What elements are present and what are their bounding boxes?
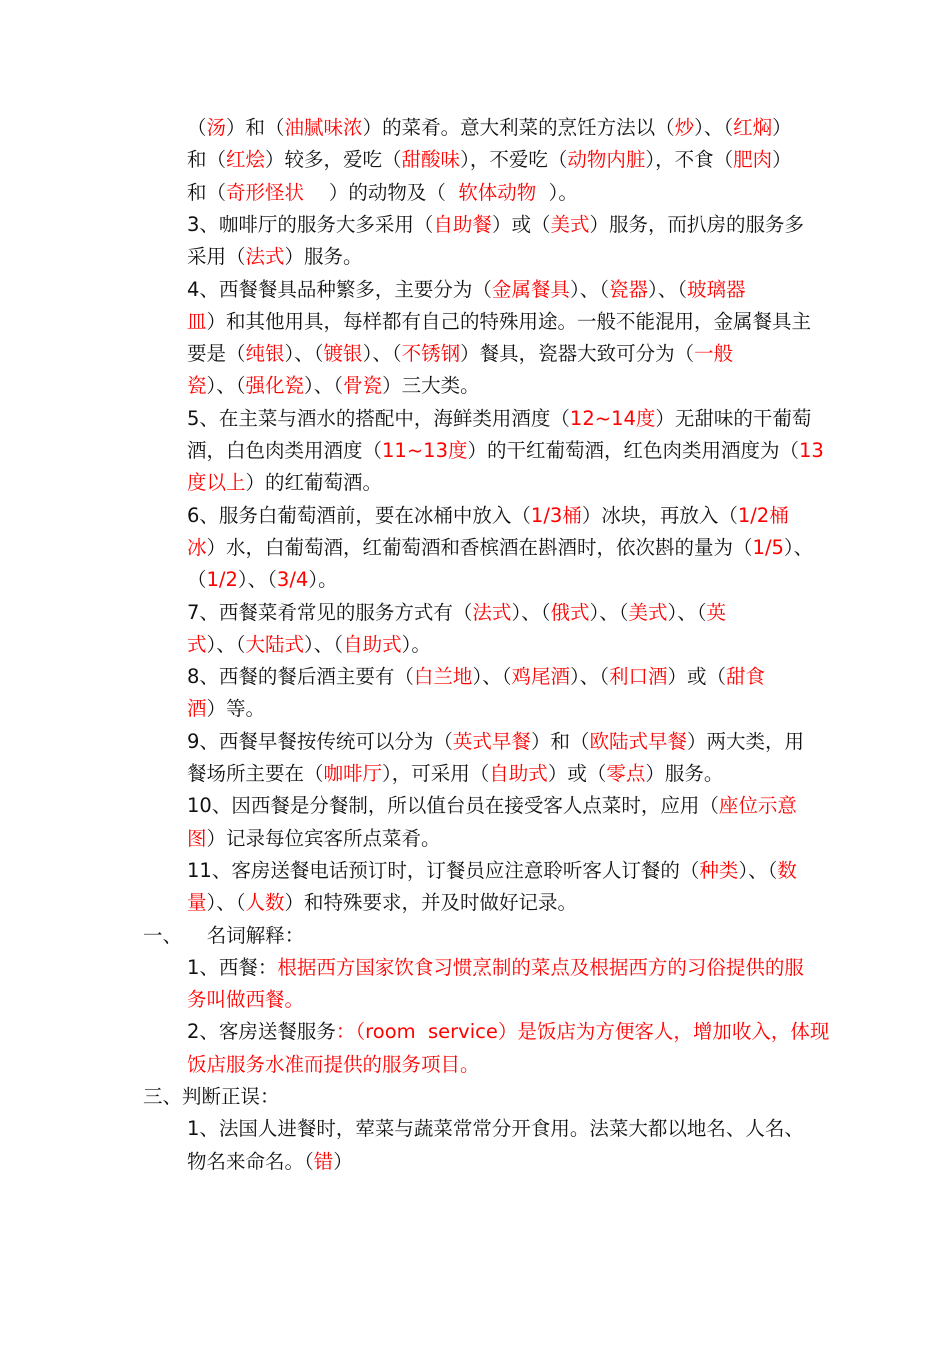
answer-text: 不锈钢 — [401, 342, 461, 366]
question-text: ）等。 — [206, 697, 266, 721]
question-text: ）、（ — [589, 600, 629, 624]
answer-text: 人数 — [245, 891, 285, 915]
answer-text: 量 — [187, 891, 207, 915]
question-text: ） — [333, 1149, 353, 1173]
question-text: 酒，白色肉类用酒度（ — [187, 439, 383, 462]
question-text: ）的动物及（ — [328, 180, 459, 204]
answer-text: 英式早餐 — [452, 729, 531, 753]
question-text: ）的菜肴。意大利菜的烹饪方法以（ — [362, 116, 675, 139]
question-text: ）、（ — [304, 374, 344, 398]
question-text: 7、西餐菜肴常见的服务方式有（ — [187, 600, 473, 624]
answer-text: 红烩 — [226, 148, 266, 172]
answer-text: 英 — [706, 600, 727, 624]
text-line — [187, 339, 733, 369]
question-text: ）、（ — [569, 665, 609, 689]
question-text: （ — [187, 568, 207, 592]
text-line — [187, 888, 577, 918]
answer-text: 美式 — [550, 212, 590, 236]
question-text: 和（ — [187, 148, 227, 172]
question-text: 3、咖啡厅的服务大多采用（ — [187, 212, 434, 236]
text-line — [187, 662, 765, 692]
answer-text: 奇形怪状 — [226, 180, 329, 204]
answer-text: ：（room service）是饭店为方便客人，增加收入，体现 — [335, 1020, 830, 1044]
answer-text: 肥肉 — [733, 148, 773, 172]
answer-text: 种类 — [699, 858, 739, 882]
text-line — [187, 242, 363, 272]
question-text: ）无甜味的干葡萄 — [655, 406, 812, 430]
question-text: ）、（ — [667, 600, 707, 624]
question-text: 1、西餐： — [187, 955, 278, 979]
text-line — [187, 598, 726, 628]
text-line — [187, 404, 811, 434]
text-line — [187, 436, 824, 466]
question-text: ）、（ — [284, 342, 324, 366]
answer-text: 软体动物 — [458, 180, 537, 204]
answer-text: 3/4 — [276, 568, 309, 592]
answer-text: 汤 — [206, 116, 227, 139]
answer-text: 自助式 — [489, 762, 548, 785]
question-text: ）或（ — [547, 762, 607, 785]
answer-text: 瓷 — [187, 374, 207, 398]
answer-text: 甜酸味 — [401, 148, 461, 172]
answer-text: 俄式 — [550, 600, 590, 624]
question-text: 11、客房送餐电话预订时，订餐员应注意聆听客人订餐的（ — [187, 858, 700, 882]
question-text: ）两大类，用 — [686, 729, 804, 753]
answer-text: 图 — [187, 826, 207, 850]
text-line — [187, 1147, 353, 1177]
text-line — [187, 307, 811, 337]
text-line — [187, 501, 789, 531]
text-line — [187, 468, 382, 498]
question-text: ）冰块，再放入（ — [581, 503, 738, 527]
question-text: ）或（ — [667, 665, 727, 689]
question-text: 三、判断正误： — [143, 1085, 280, 1108]
answer-text: 度以上 — [187, 471, 246, 495]
answer-text: 玻璃器 — [686, 277, 746, 301]
answer-text: 鸡尾酒 — [511, 665, 570, 689]
answer-text: 纯银 — [245, 342, 285, 366]
question-text: ），不食（ — [645, 148, 734, 172]
answer-text: 根据西方国家饮食习惯烹制的菜点及根据西方的习俗提供的服 — [277, 955, 804, 979]
question-text: ）、（ — [206, 632, 246, 656]
question-text: 10、因西餐是分餐制，所以值台员在接受客人点菜时，应用（ — [187, 794, 719, 818]
answer-text: 酒 — [187, 697, 207, 721]
question-text: 9、西餐早餐按传统可以分为（ — [187, 729, 453, 753]
answer-text: 自助餐 — [433, 212, 492, 236]
answer-text: 务叫做西餐。 — [187, 988, 305, 1012]
question-text: 1、法国人进餐时，荤菜与蔬菜常常分开食用。法菜大都以地名、人名、 — [187, 1117, 804, 1141]
answer-text: 骨瓷 — [343, 374, 383, 398]
answer-text: 数 — [777, 858, 797, 882]
text-line — [187, 275, 746, 305]
question-text: ） — [772, 116, 792, 139]
answer-text: 皿 — [187, 309, 207, 333]
question-text: ）、（ — [569, 277, 609, 301]
text-line — [187, 565, 338, 595]
answer-text: 法式 — [472, 600, 512, 624]
text-line — [187, 371, 480, 401]
text-line — [187, 210, 804, 240]
question-text: 4、西餐餐具品种繁多，主要分为（ — [187, 277, 492, 301]
question-text: 一、 名词解释： — [143, 923, 305, 947]
answer-text: 错 — [313, 1149, 334, 1173]
question-text: ）和（ — [226, 116, 285, 139]
question-text: 和（ — [187, 180, 227, 204]
question-text: ）服务。 — [284, 245, 363, 269]
answer-text: 炒 — [674, 116, 695, 139]
answer-text: 美式 — [628, 600, 668, 624]
text-line — [143, 1082, 280, 1112]
text-line — [187, 1050, 480, 1080]
text-line — [187, 1017, 829, 1047]
text-line — [187, 727, 804, 757]
text-line — [187, 985, 304, 1015]
question-text: ）和其他用具，每样都有自己的特殊用途。一般不能混用，金属餐具主 — [206, 309, 812, 333]
answer-text: 1/2桶 — [737, 503, 789, 527]
text-line — [187, 113, 792, 143]
question-text: ）或（ — [491, 212, 551, 236]
answer-text: 1/2 — [206, 568, 238, 592]
answer-text: 1/3桶 — [530, 503, 582, 527]
answer-text: 一般 — [694, 342, 734, 366]
question-text: ）服务。 — [645, 762, 724, 785]
question-text: 要是（ — [187, 342, 246, 366]
question-text: ）和（ — [530, 729, 590, 753]
answer-text: 油腻味浓 — [284, 116, 363, 139]
question-text: ）、 — [783, 535, 814, 559]
text-line — [143, 921, 304, 951]
question-text: ）三大类。 — [382, 374, 480, 398]
answer-text: 零点 — [606, 762, 646, 785]
question-text: ），可采用（ — [382, 762, 490, 785]
answer-text: 镀银 — [323, 342, 363, 366]
question-text: ）、（ — [206, 374, 246, 398]
question-text: 6、服务白葡萄酒前，要在冰桶中放入（ — [187, 503, 531, 527]
text-line — [187, 824, 441, 854]
question-text: ）水，白葡萄酒，红葡萄酒和香槟酒在斟酒时，依次斟的量为（ — [206, 535, 753, 559]
answer-text: 瓷器 — [608, 277, 648, 301]
answer-text: 式 — [187, 632, 207, 656]
question-text: 餐场所主要在（ — [187, 762, 324, 785]
text-line — [187, 759, 723, 789]
answer-text: 动物内脏 — [567, 148, 646, 172]
answer-text: 饭店服务水准而提供的服务项目。 — [187, 1052, 480, 1076]
text-line — [187, 533, 813, 563]
question-text: 采用（ — [187, 245, 246, 269]
question-text: （ — [187, 116, 207, 139]
question-text: ）、（ — [362, 342, 402, 366]
answer-text: 自助式 — [343, 632, 402, 656]
question-text: ）、（ — [237, 568, 277, 592]
question-text: ）、（ — [738, 858, 778, 882]
answer-text: 冰 — [187, 535, 207, 559]
question-text: ）。 — [401, 632, 431, 656]
question-text: ）的干红葡萄酒，红色肉类用酒度为（ — [467, 439, 799, 462]
answer-text: 1/5 — [752, 535, 784, 559]
question-text: ）、（ — [511, 600, 551, 624]
question-text: ）和特殊要求，并及时做好记录。 — [284, 891, 578, 915]
answer-text: 12~14度 — [569, 406, 656, 430]
answer-text: 座位示意 — [718, 794, 797, 818]
question-text: 2、客房送餐服务 — [187, 1020, 336, 1044]
text-line — [187, 178, 578, 208]
question-text: ）。 — [536, 180, 578, 204]
question-text: ）、（ — [647, 277, 687, 301]
text-line — [187, 953, 804, 983]
text-line — [187, 856, 797, 886]
answer-text: 金属餐具 — [491, 277, 570, 301]
question-text: ）、（ — [206, 891, 246, 915]
question-text: 8、西餐的餐后酒主要有（ — [187, 665, 414, 689]
answer-text: 咖啡厅 — [323, 762, 383, 785]
question-text: ）餐具，瓷器大致可分为（ — [460, 342, 695, 366]
answer-text: 11~13度 — [382, 439, 468, 462]
question-text: ）、（ — [694, 116, 734, 139]
question-text: ）、（ — [304, 632, 344, 656]
answer-text: 红焖 — [733, 116, 773, 139]
answer-text: 甜食 — [726, 665, 766, 689]
answer-text: 利口酒 — [608, 665, 668, 689]
text-line — [187, 791, 797, 821]
text-line — [187, 1114, 804, 1144]
text-line — [187, 145, 792, 175]
question-text: ）记录每位宾客所点菜肴。 — [206, 826, 441, 850]
question-text: 物名来命名。（ — [187, 1149, 314, 1173]
question-text: 5、在主菜与酒水的搭配中，海鲜类用酒度（ — [187, 406, 570, 430]
text-line — [187, 694, 265, 724]
question-text: ）较多，爱吃（ — [265, 148, 402, 172]
answer-text: 法式 — [245, 245, 285, 269]
answer-text: 欧陆式早餐 — [589, 729, 687, 753]
question-text: ）服务，而扒房的服务多 — [589, 212, 804, 236]
answer-text: 13 — [799, 439, 824, 462]
answer-text: 强化瓷 — [245, 374, 305, 398]
question-text: ） — [772, 148, 792, 172]
answer-text: 大陆式 — [245, 632, 305, 656]
question-text: ）。 — [308, 568, 338, 592]
answer-text: 白兰地 — [413, 665, 473, 689]
question-text: ）、（ — [472, 665, 512, 689]
question-text: ）的红葡萄酒。 — [245, 471, 383, 495]
question-text: ），不爱吃（ — [460, 148, 568, 172]
text-line — [187, 630, 431, 660]
